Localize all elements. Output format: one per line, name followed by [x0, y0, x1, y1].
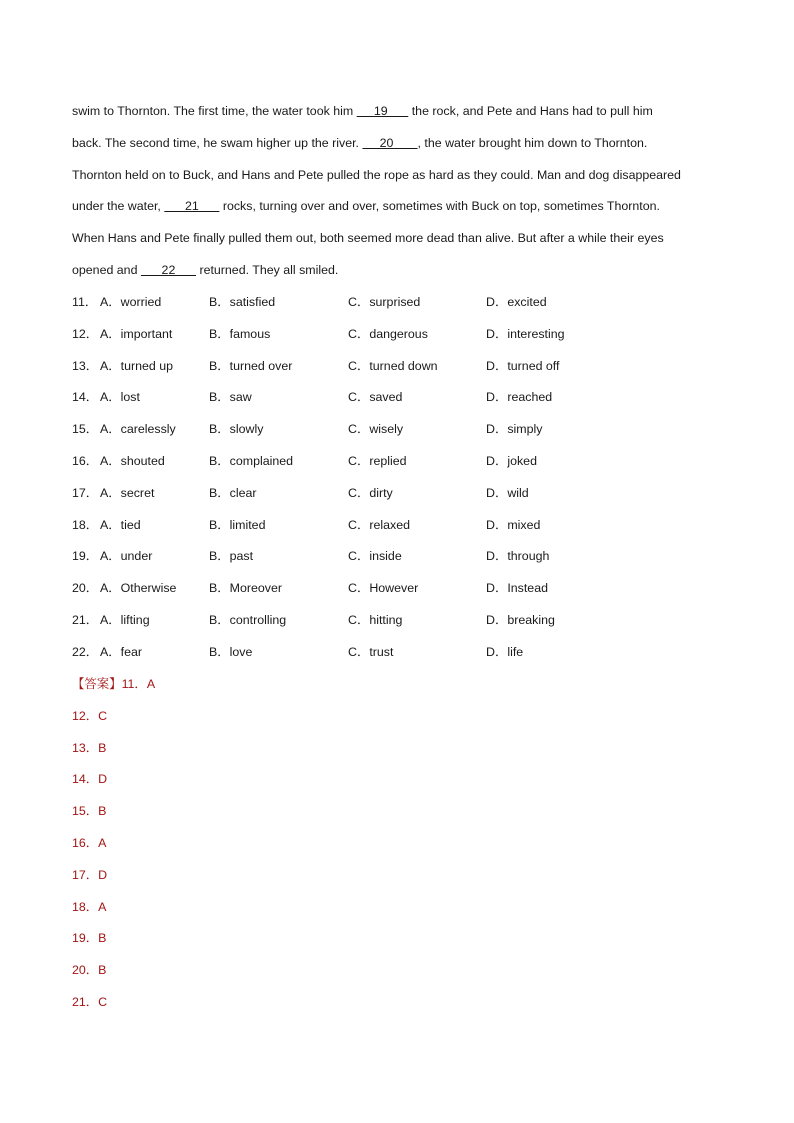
answer-value: 19．B: [72, 931, 107, 946]
answer-value: 18．A: [72, 899, 107, 914]
question-options: [72, 289, 732, 671]
option-b: B．Moreover: [209, 581, 282, 596]
option-b: B．turned over: [209, 358, 293, 373]
question-row: [72, 512, 732, 544]
answer-item: [72, 862, 155, 894]
option-b: B．complained: [209, 453, 294, 468]
answer-value: 21．C: [72, 994, 108, 1009]
option-c: C．turned down: [348, 358, 438, 373]
answer-value: 13．B: [72, 740, 107, 755]
question-number: 12．: [72, 326, 99, 341]
question-number: 16．: [72, 453, 99, 468]
option-c: C．surprised: [348, 295, 421, 309]
blank-19: 19: [356, 104, 409, 118]
passage-text: opened and: [72, 262, 141, 277]
answer-item: [72, 766, 155, 798]
question-row: [72, 353, 732, 385]
answer-heading: 【答案】: [72, 677, 122, 691]
passage-text: under the water,: [72, 199, 165, 214]
passage-line: [72, 193, 732, 225]
option-a: A．worried: [100, 295, 162, 309]
option-c: C．hitting: [348, 612, 403, 627]
answer-item: [72, 925, 155, 957]
blank-20: 20: [362, 135, 418, 150]
answer-value: 16．A: [72, 835, 107, 850]
answer-value: 12．C: [72, 708, 108, 723]
option-b: B．saw: [209, 390, 252, 405]
option-b: B．clear: [209, 485, 257, 500]
option-d: D．turned off: [486, 358, 560, 373]
question-number: 20．: [72, 581, 99, 596]
answer-item: [72, 894, 155, 926]
option-c: C．saved: [348, 390, 403, 405]
option-d: D．interesting: [486, 326, 565, 341]
passage-text: returned. They all smiled.: [196, 262, 339, 277]
option-a: A．carelessly: [100, 422, 176, 437]
answer-item: [72, 703, 155, 735]
option-d: D．joked: [486, 453, 537, 468]
question-row: [72, 384, 732, 416]
answer-value: 15．B: [72, 804, 107, 819]
option-b: B．limited: [209, 517, 266, 532]
answer-item: [72, 989, 155, 1021]
question-number: 15．: [72, 422, 99, 437]
passage-line: [72, 257, 732, 289]
answer-item: [72, 957, 155, 989]
option-c: C．dangerous: [348, 326, 428, 341]
passage-text: back. The second time, he swam higher up the river.: [72, 135, 363, 150]
answer-item: [72, 798, 155, 830]
question-row: [72, 416, 732, 448]
option-a: A．tied: [100, 517, 141, 532]
passage-text: Thornton held on to Buck, and Hans and Pete pulled the rope as hard as they could. Man and dog disappeared: [72, 167, 681, 182]
option-d: D．wild: [486, 485, 529, 500]
passage-line: [72, 162, 732, 194]
question-number: 13．: [72, 358, 99, 373]
option-d: D．through: [486, 549, 550, 564]
option-b: B．love: [209, 644, 253, 659]
question-row: [72, 289, 732, 321]
option-c: C．dirty: [348, 485, 393, 500]
option-d: D．mixed: [486, 517, 541, 532]
option-a: A．Otherwise: [100, 581, 177, 596]
passage: [72, 98, 732, 289]
option-a: A．under: [100, 549, 153, 564]
option-d: D．breaking: [486, 612, 555, 627]
passage-text: When Hans and Pete finally pulled them out, both seemed more dead than alive. But after a while their eyes: [72, 231, 664, 246]
blank-22: 22: [140, 262, 196, 277]
blank-21: 21: [164, 199, 220, 214]
option-a: A．turned up: [100, 358, 174, 373]
passage-text: , the water brought him down to Thornton.: [417, 135, 648, 150]
question-row: [72, 321, 732, 353]
question-number: 14．: [72, 390, 99, 405]
answer-value: 17．D: [72, 867, 108, 882]
option-d: D．excited: [486, 295, 547, 309]
option-c: C．replied: [348, 453, 407, 468]
question-number: 19．: [72, 549, 99, 564]
option-d: D．life: [486, 644, 524, 659]
option-c: C．trust: [348, 644, 394, 659]
option-b: B．slowly: [209, 422, 264, 437]
option-c: C．wisely: [348, 422, 404, 437]
question-number: 22．: [72, 644, 99, 659]
question-row: [72, 607, 732, 639]
question-row: [72, 480, 732, 512]
passage-line: [72, 225, 732, 257]
option-d: D．simply: [486, 422, 543, 437]
passage-line: [72, 98, 732, 130]
answer-value: 20．B: [72, 963, 107, 978]
answer-item: [72, 735, 155, 767]
passage-text: rocks, turning over and over, sometimes with Buck on top, sometimes Thornton.: [219, 199, 660, 214]
question-row: [72, 543, 732, 575]
passage-text: swim to Thornton. The first time, the water took him: [72, 104, 357, 118]
question-row: [72, 639, 732, 671]
question-row: [72, 575, 732, 607]
option-b: B．controlling: [209, 612, 287, 627]
passage-line: [72, 130, 732, 162]
option-d: D．reached: [486, 390, 553, 405]
option-a: A．shouted: [100, 453, 165, 468]
question-number: 18．: [72, 517, 99, 532]
answer-value: 11．A: [121, 677, 156, 691]
question-number: 21．: [72, 612, 99, 627]
question-number: 11．: [72, 295, 98, 309]
answer-item: [72, 671, 155, 703]
option-d: D．Instead: [486, 581, 548, 596]
option-c: C．inside: [348, 549, 402, 564]
option-a: A．secret: [100, 485, 155, 500]
option-a: A．important: [100, 326, 173, 341]
option-b: B．past: [209, 549, 254, 564]
question-number: 17．: [72, 485, 99, 500]
option-a: A．lost: [100, 390, 140, 405]
answer-section: [72, 671, 155, 1021]
option-b: B．famous: [209, 326, 271, 341]
option-c: C．relaxed: [348, 517, 410, 532]
passage-text: the rock, and Pete and Hans had to pull him: [408, 104, 653, 118]
question-row: [72, 448, 732, 480]
answer-value: 14．D: [72, 772, 108, 787]
option-b: B．satisfied: [209, 295, 276, 309]
option-a: A．lifting: [100, 612, 150, 627]
answer-item: [72, 830, 155, 862]
option-c: C．However: [348, 581, 419, 596]
option-a: A．fear: [100, 644, 143, 659]
